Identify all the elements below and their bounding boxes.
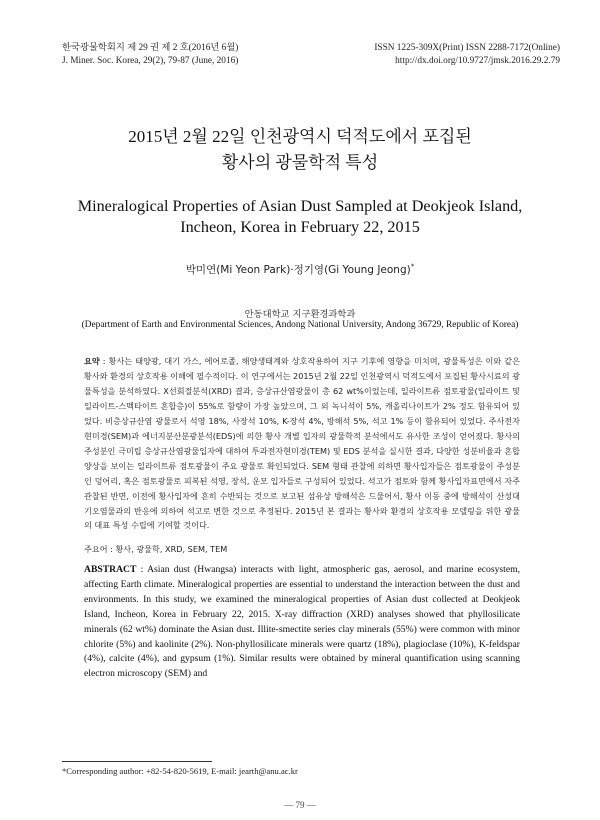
author-list (0, 262, 600, 277)
footnote-divider (62, 761, 212, 762)
title-english (0, 196, 600, 238)
affiliation-english: (Department of Earth and Environmental Sciences, Andong National University, Andong 36729, Republic of Korea) (81, 320, 519, 330)
journal-citation-ko: 한국광물학회지 제 29 권 제 2 호(2016년 6월) (62, 43, 239, 53)
title-english-line2: Incheon, Korea in February 22, 2015 (180, 218, 420, 236)
title-korean (0, 124, 600, 176)
abstract-english (84, 563, 520, 682)
abstract-korean-label: 요약 (84, 356, 100, 366)
keywords-label: 주요어 (84, 544, 108, 554)
abstract-english-body: : Asian dust (Hwangsa) interacts with light, atmospheric gas, aerosol, and marine ecosystem, affecting Earth climate. Mineralogical properties are essential to understand the interaction between the dust and environments. In this study, we examined the mineralogical properties of Asian dust collected at Deokjeok Island, Incheon, Korea in February 22, 2015. X-ray diffraction (XRD) analyses showed that phyllosilicate minerals (62 wt%) dominate the Asian dust. Illite-smectite series clay minerals (55%) were common with minor chlorite (5%) and kaolinite (2%). Non-phyllosilicate minerals were quartz (18%), plagioclase (10%), K-feldspar (4%), calcite (4%), and gypsum (1%). Similar results were obtained by mineral quantification using scanning electron microscopy (SEM) and (84, 564, 520, 680)
abstract-korean (84, 354, 520, 533)
keywords-korean (84, 542, 520, 557)
title-korean-line2: 황사의 광물학적 특성 (221, 153, 379, 172)
affiliation-korean: 안동대학교 지구환경과학과 (244, 309, 356, 320)
issn-line: ISSN 1225-309X(Print) ISSN 2288-7172(Online) (374, 43, 560, 53)
title-korean-line1: 2015년 2월 22일 인천광역시 덕적도에서 포집된 (128, 127, 472, 146)
page-number: — 79 — (284, 800, 316, 810)
journal-header-right (374, 42, 560, 68)
title-english-line1: Mineralogical Properties of Asian Dust Sampled at Deokjeok Island, (77, 197, 523, 215)
author-names: 박미연(Mi Yeon Park)·정기영(Gi Young Jeong) (185, 264, 411, 276)
doi-link[interactable]: http://dx.doi.org/10.9727/jmsk.2016.29.2.79 (395, 56, 560, 66)
corresponding-author-footnote: *Corresponding author: +82-54-820-5619, E-mail: jearth@anu.ac.kr (62, 766, 298, 776)
journal-citation-en: J. Miner. Soc. Korea, 29(2), 79-87 (June, 2016) (62, 56, 239, 66)
abstract-english-label: ABSTRACT (84, 564, 137, 575)
abstract-korean-body: : 황사는 태양광, 대기 가스, 에어로졸, 해양생태계와 상호작용하여 지구 기후에 영향을 미치며, 광물특성은 이와 같은 황사와 환경의 상호작용 이해에 필수적이다. 이 연구에서는 2015년 2월 22일 인천광역시 덕적도에서 포집된 황사시료의 광물특성을 분석하였다. X선회절분석(XRD) 결과, 층상규산염광물이 총 62 wt%이었는데, 일라이트류 점토광물(일라이트 및 일라이트-스멕타이트 혼합층)이 55%로 함량이 가장 높았으며, 그 외 녹니석이 5%, 캐올리나이트가 2% 정도 함유되어 있었다. 비층상규산염 광물로서 석영 18%, 사장석 10%, K-장석 4%, 방해석 5%, 석고 1% 등이 함유되어 있었다. 주사전자현미경(SEM)과 에너지분산분광분석(EDS)에 의한 황사 개별 입자의 광물학적 분석에서도 유사한 조성이 얻어졌다. 황사의 주성분인 극미립 층상규산염광물입자에 대하여 투과전자현미경(TEM) 및 EDS 분석을 실시한 결과, 다양한 성분비율과 혼합양상을 보이는 일라이트류 점토광물이 주요 광물로 확인되었다. SEM 형태 관찰에 의하면 황사입자들은 점토광물이 주성분인 덩어리, 혹은 점토광물로 피복된 석영, 장석, 운모 입자들로 구성되어 있었다. 석고가 점토와 함께 황사입자표면에서 자주 관찰된 반면, 이전에 황사입자에 흔히 수반되는 것으로 보고된 섬유상 방해석은 드물어서, 황사 이동 중에 방해석이 산성대기오염물과의 반응에 의하여 석고로 변한 것으로 추정된다. 2015년 본 결과는 황사와 환경의 상호작용 모델링을 위한 광물의 대표 특성 수립에 기여할 것이다. (84, 356, 520, 531)
keywords-text: : 황사, 광물학, XRD, SEM, TEM (107, 544, 228, 554)
journal-header-left (62, 42, 238, 68)
corresponding-mark: * (410, 262, 415, 271)
